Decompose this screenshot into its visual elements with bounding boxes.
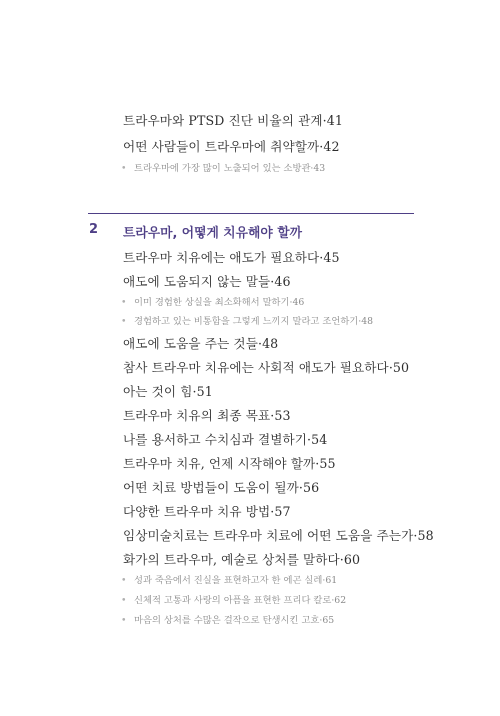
toc-subentry[interactable] xyxy=(121,294,304,308)
toc-subentry-label: 트라우마에 가장 많이 노출되어 있는 소방관·43 xyxy=(134,163,326,174)
bullet-icon: • xyxy=(121,297,127,308)
toc-subentry-label: 이미 경험한 상실을 최소화해서 말하기·46 xyxy=(134,297,305,308)
toc-subentry-label: 신체적 고통과 사랑의 아픔을 표현한 프리다 칼로·62 xyxy=(134,595,347,606)
toc-entry[interactable]: 어떤 치료 방법들이 도움이 될까·56 xyxy=(123,480,320,495)
toc-entry[interactable]: 나를 용서하고 수치심과 결별하기·54 xyxy=(123,432,328,447)
toc-entry[interactable]: 화가의 트라우마, 예술로 상처를 말하다·60 xyxy=(123,552,361,567)
toc-entry[interactable]: 트라우마 치유에는 애도가 필요하다·45 xyxy=(123,250,340,265)
toc-entry-ptsd-ratio[interactable]: 트라우마와 PTSD 진단 비율의 관계·41 xyxy=(123,113,343,128)
toc-entry[interactable]: 애도에 도움되지 않는 말들·46 xyxy=(123,274,291,289)
toc-subentry-firefighters[interactable] xyxy=(121,160,325,174)
toc-subentry[interactable] xyxy=(121,612,334,626)
bullet-icon: • xyxy=(121,316,127,327)
toc-entry[interactable]: 트라우마 치유의 최종 목표·53 xyxy=(123,408,291,423)
toc-subentry-label: 마음의 상처를 수많은 걸작으로 탄생시킨 고흐·65 xyxy=(134,615,335,626)
toc-subentry[interactable] xyxy=(121,592,346,606)
toc-entry[interactable]: 참사 트라우마 치유에는 사회적 애도가 필요하다·50 xyxy=(123,360,410,375)
toc-subentry[interactable] xyxy=(121,572,337,586)
bullet-icon: • xyxy=(121,163,127,174)
toc-subentry[interactable] xyxy=(121,313,373,327)
toc-entry[interactable]: 아는 것이 힘·51 xyxy=(123,384,213,399)
bullet-icon: • xyxy=(121,575,127,586)
toc-entry[interactable]: 임상미술치료는 트라우마 치료에 어떤 도움을 주는가·58 xyxy=(123,528,434,543)
toc-entry[interactable]: 애도에 도움을 주는 것들·48 xyxy=(123,336,279,351)
bullet-icon: • xyxy=(121,615,127,626)
toc-subentry-label: 성과 죽음에서 진실을 표현하고자 한 에곤 실레·61 xyxy=(134,575,338,586)
bullet-icon: • xyxy=(121,595,127,606)
toc-entry[interactable]: 트라우마 치유, 언제 시작해야 할까·55 xyxy=(123,456,336,471)
toc-entry[interactable]: 다양한 트라우마 치유 방법·57 xyxy=(123,504,291,519)
toc-entry-vulnerable-people[interactable]: 어떤 사람들이 트라우마에 취약할까·42 xyxy=(123,139,340,154)
chapter-divider xyxy=(88,213,414,214)
chapter-number: 2 xyxy=(89,222,99,237)
chapter-title[interactable]: 트라우마, 어떻게 치유해야 할까 xyxy=(123,226,302,241)
toc-subentry-label: 경험하고 있는 비통함을 그렇게 느끼지 말라고 조언하기·48 xyxy=(134,316,374,327)
